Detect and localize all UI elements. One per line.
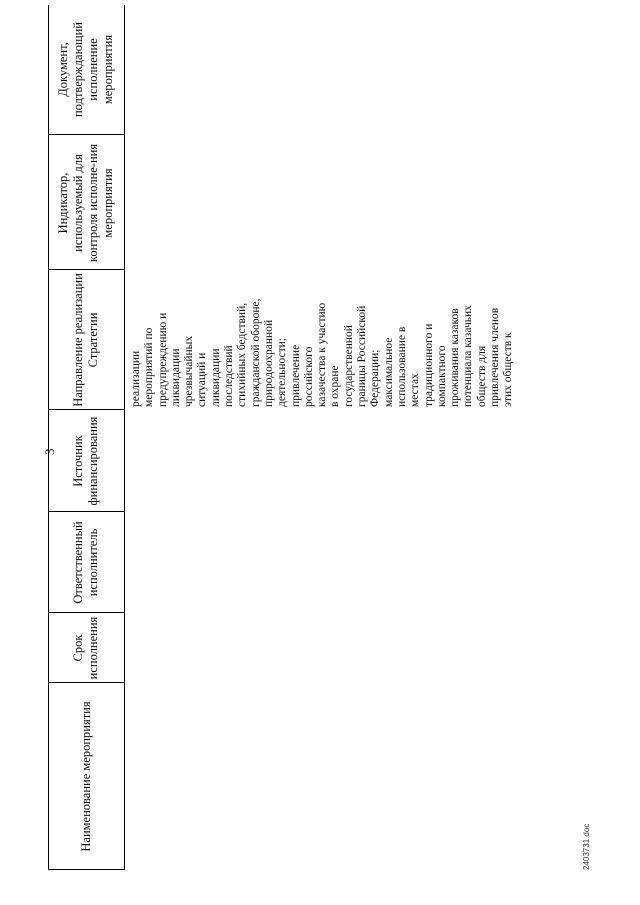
column-header-activity-name: Наименование мероприятия [78,701,93,852]
table-header [48,5,124,870]
document-code: 2403731.doc [582,823,591,870]
column-header-strategy-direction: Направление реализации Стратегии [71,273,100,407]
page-number: 3 [42,448,57,455]
column-divider [48,134,124,135]
column-header-indicator: Индикатор, используемый для контроля исполне-ния мероприятия [56,143,115,263]
column-divider [48,612,124,613]
column-header-funding-source: Источник финансирования [71,416,100,506]
column-divider [48,269,124,270]
column-divider [48,409,124,410]
column-divider [48,511,124,512]
table-header-border [124,5,125,870]
column-header-responsible: Ответственный исполнитель [71,521,100,604]
strategy-direction-cell: реализации мероприятий по предупреждению и ликвидации чрезвычайных ситуаций и ликвидации последствий стихийных бедствий, гражданской обороне, природоохранной деятельности; привлечение российского казачества к участию в охране государственной границы Российской Федерации; максимальное использование в местах традиционного и компактного проживания казаков потенциала казачьих обществ для привлечения членов этих обществ к [130,298,515,407]
column-header-confirming-document: Документ, подтверждающий исполнение мероприятия [56,22,115,117]
column-header-deadline: Срок исполнения [71,616,100,680]
